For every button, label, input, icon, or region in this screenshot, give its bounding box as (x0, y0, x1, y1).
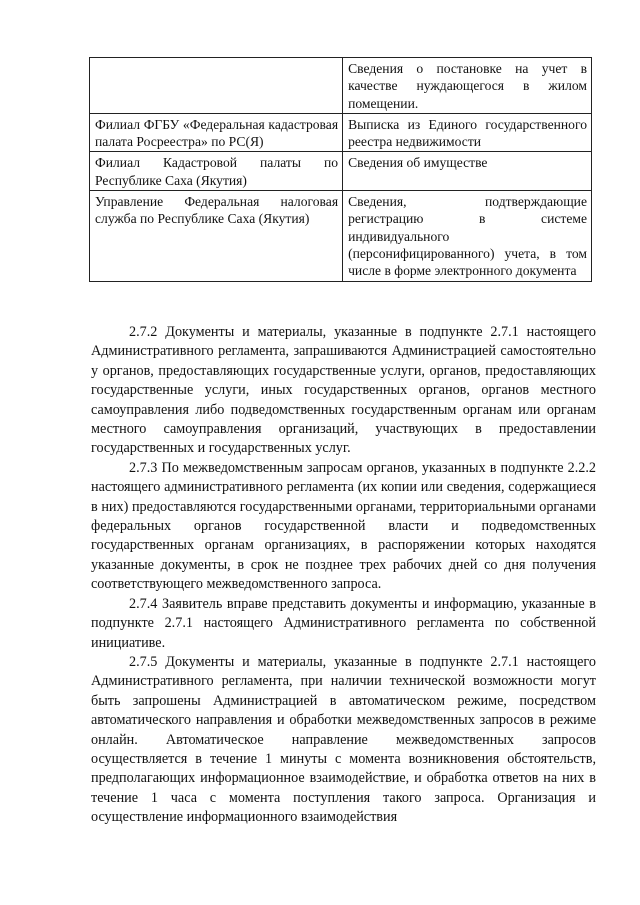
table-row (90, 191, 592, 281)
table-cell-agency (90, 58, 343, 114)
table-cell-agency: Филиал Кадастровой палаты по Республике Саха (Якутия) (90, 152, 343, 191)
table-cell-document: Сведения, подтверждающие регистрацию в системе индивидуального (персонифицированного) учета, в том числе в форме электронного документа (343, 191, 592, 281)
body-text (91, 323, 596, 828)
paragraph-2-7-5: 2.7.5 Документы и материалы, указанные в подпункте 2.7.1 настоящего Административного регламента, при наличии технической возможности могут быть запрошены Администрацией в автоматическом режиме, посредством автоматического направления и обработки межведомственных запросов в режиме онлайн. Автоматическое направление межведомственных запросов осуществляется в течение 1 минуты с момента возникновения обстоятельств, предполагающих информационное взаимодействие, и обработка ответов на них в течение 1 часа с момента поступления такого запроса. Организация и осуществление информационного взаимодействия (91, 653, 596, 826)
table-row (90, 58, 592, 114)
table-cell-agency: Управление Федеральная налоговая служба по Республике Саха (Якутия) (90, 191, 343, 281)
table-cell-document: Сведения об имуществе (343, 152, 592, 191)
paragraph-2-7-4: 2.7.4 Заявитель вправе представить документы и информацию, указанные в подпункте 2.7.1 настоящего Административного регламента по собственной инициативе. (91, 595, 596, 651)
paragraph-2-7-2: 2.7.2 Документы и материалы, указанные в подпункте 2.7.1 настоящего Административного регламента, запрашиваются Администрацией самостоятельно у органов, предоставляющих государственные услуги, органов, предоставляющих государственные услуги, иных государственных органов, органов местного самоуправления либо подведомственных государственным органам или органам местного самоуправления организаций, участвующих в предоставлении государственных и государственных услуг. (91, 324, 596, 457)
table-row (90, 113, 592, 152)
table-cell-agency: Филиал ФГБУ «Федеральная кадастровая палата Росреестра» по РС(Я) (90, 113, 343, 152)
table-row (90, 152, 592, 191)
table-cell-document: Сведения о постановке на учет в качестве нуждающегося в жилом помещении. (343, 58, 592, 114)
table-cell-document: Выписка из Единого государственного реестра недвижимости (343, 113, 592, 152)
paragraph-2-7-3: 2.7.3 По межведомственным запросам органов, указанных в подпункте 2.2.2 настоящего административного регламента (их копии или сведения, содержащиеся в них) предоставляются государственными органами, территориальными органами федеральных органов государственной власти и подведомственных государственных органам организациях, в распоряжении которых находятся указанные документы, в срок не позднее трех рабочих дней со дня получения соответствующего межведомственного запроса. (91, 459, 596, 593)
agencies-table (89, 57, 592, 282)
